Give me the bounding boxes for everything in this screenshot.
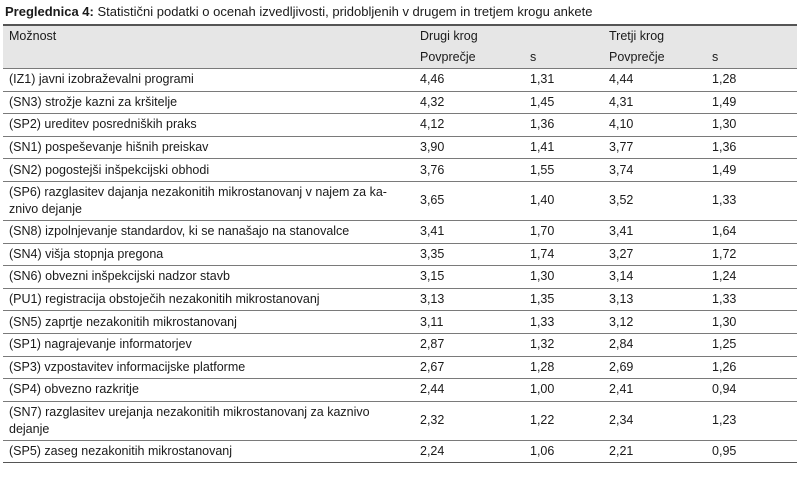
caption-label: Preglednica 4: [5, 4, 94, 19]
table-row [3, 243, 797, 266]
cell-round2-sd: 1,31 [524, 69, 603, 92]
table-row [3, 114, 797, 137]
cell-round3-mean: 3,74 [603, 159, 706, 182]
cell-round3-mean: 3,27 [603, 243, 706, 266]
cell-option [3, 91, 414, 114]
option-text: (SP6) razglasitev dajanja nezakonitih mikrostanovanj v najem za ka- [9, 184, 387, 199]
cell-round3-sd: 1,30 [706, 311, 797, 334]
cell-option [3, 311, 414, 334]
cell-round3-mean: 3,14 [603, 266, 706, 289]
cell-round2-mean: 2,44 [414, 379, 524, 402]
option-text: (SN6) obvezni inšpekcijski nadzor stavb [9, 269, 230, 284]
cell-round2-sd: 1,06 [524, 440, 603, 463]
option-text: (SP1) nagrajevanje informatorjev [9, 337, 192, 352]
header-option: Možnost [3, 25, 414, 69]
option-text: (SP2) ureditev posredniških praks [9, 117, 197, 132]
cell-round2-mean: 2,32 [414, 401, 524, 440]
cell-round3-sd: 1,23 [706, 401, 797, 440]
cell-round3-mean: 4,44 [603, 69, 706, 92]
cell-round2-mean: 4,12 [414, 114, 524, 137]
cell-round3-mean: 2,84 [603, 333, 706, 356]
option-text: (SP4) obvezno razkritje [9, 382, 139, 397]
header-round3-sd: s [706, 47, 797, 69]
cell-round2-mean: 4,32 [414, 91, 524, 114]
table-row [3, 159, 797, 182]
caption-text: Statistični podatki o ocenah izvedljivosti, pridobljenih v drugem in tretjem krogu ankete [97, 4, 593, 19]
cell-round2-sd: 1,32 [524, 333, 603, 356]
table-row [3, 379, 797, 402]
cell-round3-sd: 1,25 [706, 333, 797, 356]
cell-round2-mean: 3,15 [414, 266, 524, 289]
table-row [3, 401, 797, 440]
cell-option [3, 159, 414, 182]
table-row [3, 440, 797, 463]
cell-round3-sd: 1,33 [706, 288, 797, 311]
option-text: (PU1) registracija obstoječih nezakonitih mikrostanovanj [9, 292, 320, 307]
cell-round3-mean: 2,21 [603, 440, 706, 463]
cell-round2-sd: 1,74 [524, 243, 603, 266]
cell-option [3, 243, 414, 266]
cell-round2-sd: 1,70 [524, 220, 603, 243]
option-text-continued: dejanje [9, 421, 50, 436]
cell-option [3, 266, 414, 289]
cell-round2-mean: 2,87 [414, 333, 524, 356]
cell-round2-sd: 1,55 [524, 159, 603, 182]
cell-round2-mean: 2,24 [414, 440, 524, 463]
cell-round3-sd: 0,95 [706, 440, 797, 463]
cell-round3-mean: 2,34 [603, 401, 706, 440]
header-round2: Drugi krog [414, 25, 603, 47]
table-row [3, 136, 797, 159]
cell-round3-sd: 1,72 [706, 243, 797, 266]
cell-option [3, 288, 414, 311]
cell-option [3, 136, 414, 159]
table-row [3, 356, 797, 379]
cell-option [3, 114, 414, 137]
cell-round3-sd: 1,28 [706, 69, 797, 92]
cell-round2-sd: 1,40 [524, 181, 603, 220]
cell-round2-sd: 1,45 [524, 91, 603, 114]
cell-round3-sd: 1,33 [706, 181, 797, 220]
cell-round3-sd: 1,26 [706, 356, 797, 379]
option-text: (SN7) razglasitev urejanja nezakonitih mikrostanovanj za kaznivo [9, 404, 370, 419]
table-row [3, 288, 797, 311]
cell-round3-sd: 1,49 [706, 159, 797, 182]
header-round3-mean: Povprečje [603, 47, 706, 69]
cell-round2-mean: 4,46 [414, 69, 524, 92]
option-text: (SP5) zaseg nezakonitih mikrostanovanj [9, 444, 233, 459]
table-body [3, 69, 797, 463]
cell-round2-mean: 3,90 [414, 136, 524, 159]
cell-round3-sd: 1,24 [706, 266, 797, 289]
cell-option [3, 181, 414, 220]
cell-round2-mean: 2,67 [414, 356, 524, 379]
option-text: (SN4) višja stopnja pregona [9, 246, 164, 261]
cell-round2-sd: 1,00 [524, 379, 603, 402]
cell-round3-mean: 2,69 [603, 356, 706, 379]
cell-round2-mean: 3,35 [414, 243, 524, 266]
cell-round3-sd: 1,64 [706, 220, 797, 243]
cell-round2-sd: 1,28 [524, 356, 603, 379]
header-round3: Tretji krog [603, 25, 797, 47]
cell-option [3, 356, 414, 379]
table-row [3, 333, 797, 356]
cell-round2-sd: 1,30 [524, 266, 603, 289]
table-row [3, 69, 797, 92]
cell-option [3, 379, 414, 402]
cell-round2-mean: 3,41 [414, 220, 524, 243]
option-text: (IZ1) javni izobraževalni programi [9, 72, 194, 87]
cell-round2-mean: 3,65 [414, 181, 524, 220]
option-text: (SN3) strožje kazni za kršitelje [9, 94, 178, 109]
cell-round3-mean: 2,41 [603, 379, 706, 402]
cell-round3-mean: 3,52 [603, 181, 706, 220]
header-round2-sd: s [524, 47, 603, 69]
cell-round2-sd: 1,22 [524, 401, 603, 440]
cell-round3-mean: 3,77 [603, 136, 706, 159]
cell-round2-sd: 1,36 [524, 114, 603, 137]
option-text: (SN5) zaprtje nezakonitih mikrostanovanj [9, 314, 237, 329]
table-row [3, 266, 797, 289]
table-header [3, 25, 797, 69]
header-round2-mean: Povprečje [414, 47, 524, 69]
cell-option [3, 69, 414, 92]
table-row [3, 220, 797, 243]
cell-round3-sd: 1,36 [706, 136, 797, 159]
table-caption [5, 3, 592, 21]
statistics-table [3, 24, 797, 463]
option-text: (SP3) vzpostavitev informacijske platforme [9, 359, 246, 374]
table-row [3, 91, 797, 114]
option-text-continued: znivo dejanje [9, 201, 82, 216]
table-row [3, 181, 797, 220]
cell-round2-mean: 3,11 [414, 311, 524, 334]
cell-option [3, 401, 414, 440]
option-text: (SN8) izpolnjevanje standardov, ki se nanašajo na stanovalce [9, 224, 350, 239]
cell-round2-mean: 3,13 [414, 288, 524, 311]
cell-round3-mean: 3,12 [603, 311, 706, 334]
cell-round3-mean: 4,31 [603, 91, 706, 114]
cell-round2-sd: 1,33 [524, 311, 603, 334]
cell-option [3, 220, 414, 243]
cell-round2-sd: 1,41 [524, 136, 603, 159]
cell-option [3, 440, 414, 463]
cell-round3-mean: 3,41 [603, 220, 706, 243]
option-text: (SN1) pospeševanje hišnih preiskav [9, 140, 209, 155]
cell-round3-sd: 1,49 [706, 91, 797, 114]
option-text: (SN2) pogostejši inšpekcijski obhodi [9, 162, 210, 177]
table-row [3, 311, 797, 334]
cell-round2-mean: 3,76 [414, 159, 524, 182]
cell-round2-sd: 1,35 [524, 288, 603, 311]
cell-round3-sd: 0,94 [706, 379, 797, 402]
cell-option [3, 333, 414, 356]
cell-round3-mean: 3,13 [603, 288, 706, 311]
cell-round3-mean: 4,10 [603, 114, 706, 137]
cell-round3-sd: 1,30 [706, 114, 797, 137]
